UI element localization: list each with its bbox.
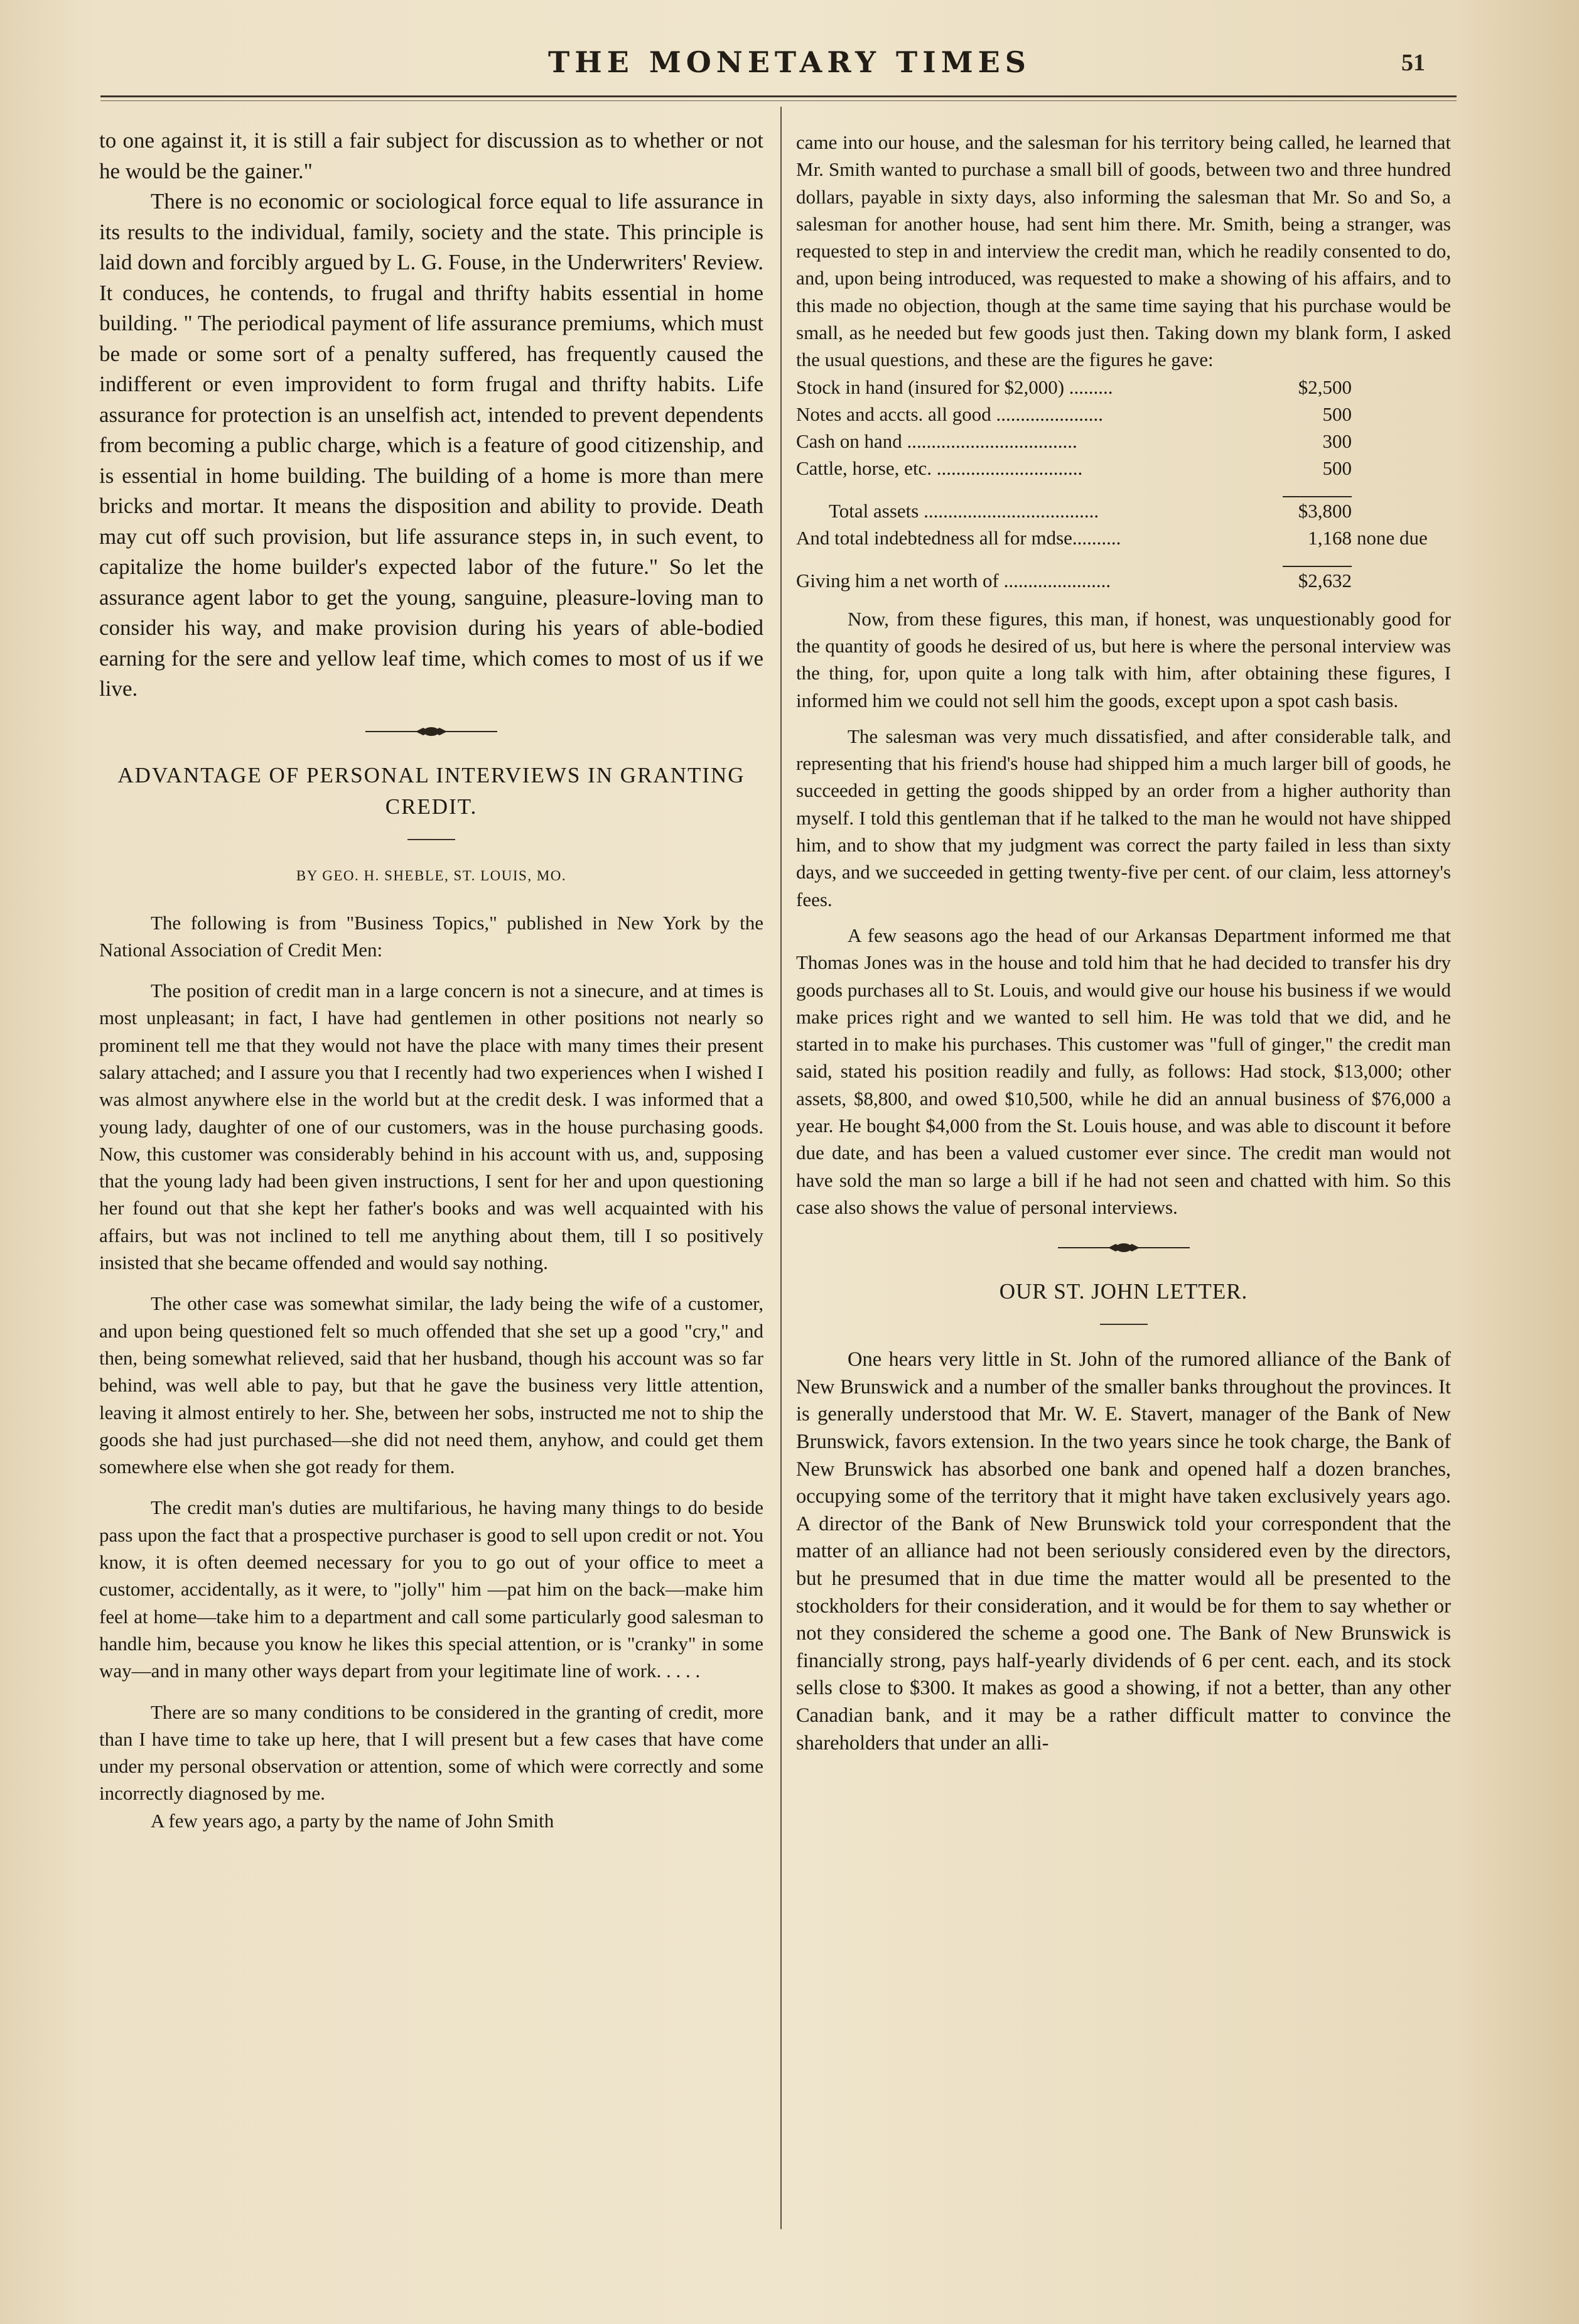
column-divider bbox=[780, 107, 782, 2229]
figure-amount: $2,500 bbox=[1298, 376, 1352, 398]
heading-rule bbox=[407, 839, 455, 840]
indebtedness-label: And total indebtedness all for mdse.......... bbox=[796, 526, 1121, 549]
article-paragraph: Now, from these figures, this man, if honest, was unquestionably good for the quantity of goods he desired of us, but here is where the personal interview was the thing, for, upon quite a long talk with him, after obtaining these figures, I informed him we could not sell him the goods, except upon a spot cash basis. bbox=[796, 607, 1451, 711]
life-assurance-paragraph: There is no economic or sociological force equal to life assurance in its results to the individual, family, society and the state. This principle is laid down and forcibly argued by L. G. Fouse, in the Underwriters' Review. It conduces, he contends, to frugal and thrifty habits essential in home building. " The periodical payment of life assurance premiums, which must be made or some sort of a penalty suffered, has frequently caused the indifferent or even improvident to form frugal and thrifty habits. Life assurance for protection is an unselfish act, intended to prevent dependents from becoming a public charge, which is a feature of good citizenship, and is essential in home building. The building of a home is more than mere bricks and mortar. It means the disposition and ability to provide. Death may cut off such provision, but life assurance steps in, in such event, to capitalize the home builder's expected labor of the future." So let the assurance agent labor to get the young, sanguine, pleasure-loving man to consider his way, and make provision during his years of able-bodied earning for the sere and yellow leaf time, which comes to most of us if we live. bbox=[99, 189, 763, 701]
article-byline: BY GEO. H. SHEBLE, ST. LOUIS, MO. bbox=[296, 867, 567, 884]
table-row-total bbox=[796, 497, 1451, 524]
figure-label: Cash on hand ................................... bbox=[796, 430, 1077, 452]
heading-rule bbox=[1100, 1324, 1148, 1325]
masthead bbox=[0, 45, 1579, 89]
article-paragraph: The position of credit man in a large concern is not a sinecure, and at times is most unpleasant; in fact, I have had gentlemen in other positions not nearly so prominent tell me that they would not have the place with many times their present salary attached; and I assure you that I recently had two experiences when I wished I was almost anywhere else in the world but at the credit desk. I was informed that a young lady, daughter of one of our customers, was in the house purchasing goods. Now, this customer was considerably behind in his account with us, and, supposing that the young lady had been given instructions, I sent for her and upon questioning her found out that she kept her father's books and was well acquainted with his affairs, but was not inclined to tell me anything about them, till I so positively insisted that she became offended and would say nothing. bbox=[99, 980, 763, 1274]
article-paragraph: The following is from "Business Topics," published in New York by the National Association of Credit Men: bbox=[99, 911, 763, 961]
figure-amount: 500 bbox=[1322, 403, 1352, 425]
table-row bbox=[796, 401, 1451, 428]
indebtedness-amount: 1,168 bbox=[1308, 526, 1352, 549]
net-worth-amount: $2,632 bbox=[1298, 569, 1352, 592]
article-heading: ADVANTAGE OF PERSONAL INTERVIEWS IN GRANTING CREDIT. bbox=[117, 762, 745, 819]
left-column bbox=[99, 126, 763, 1834]
table-row bbox=[796, 455, 1451, 482]
page-number: 51 bbox=[1401, 50, 1425, 76]
letter-paragraph: One hears very little in St. John of the rumored alliance of the Bank of New Brunswick and a number of the smaller banks throughout the provinces. It is generally understood that Mr. W. E. Stavert, manager of the Bank of New Brunswick, favors extension. In the two years since he took charge, the Bank of New Brunswick has absorbed one bank and opened half a dozen branches, occupying some of the territory that it might have taken exclusively years ago. A director of the Bank of New Brunswick told your correspondent that the matter of an alliance had not been seriously considered even by the directors, but he presumed that in due time the matter would all be presented to the stockholders for their consideration, and it would be for them to say whether or not they considered the scheme a good one. The Bank of New Brunswick is financially strong, pays half-yearly dividends of 6 per cent. each, and its stock sells close to $300. It makes as good a showing, if not a better, than any other Canadian bank, and it may be a rather difficult matter to convince the shareholders that under an alli- bbox=[796, 1348, 1451, 1754]
figure-label: Cattle, horse, etc. .............................. bbox=[796, 457, 1083, 479]
figure-amount: 300 bbox=[1322, 430, 1352, 452]
net-worth-label: Giving him a net worth of ...................... bbox=[796, 569, 1111, 592]
total-assets-label: Total assets .................................... bbox=[829, 499, 1099, 522]
article-paragraph: A few years ago, a party by the name of John Smith bbox=[151, 1809, 554, 1832]
table-row-debt bbox=[796, 524, 1451, 551]
section-ornament bbox=[365, 722, 497, 741]
section-heading: OUR ST. JOHN LETTER. bbox=[999, 1279, 1248, 1304]
indebtedness-note: none due bbox=[1357, 526, 1428, 549]
header-rule-thin bbox=[100, 100, 1457, 101]
total-assets-amount: $3,800 bbox=[1298, 499, 1352, 522]
financial-figures-table bbox=[796, 374, 1451, 594]
article-body bbox=[99, 909, 763, 1835]
section-ornament bbox=[1058, 1238, 1190, 1257]
header-rule bbox=[100, 95, 1457, 97]
figure-amount: 500 bbox=[1322, 457, 1352, 479]
table-row-net bbox=[796, 566, 1451, 594]
article-paragraph: A few seasons ago the head of our Arkansas Department informed me that Thomas Jones was in the house and told him that he had decided to transfer his dry goods purchases all to St. Louis, and would give our house his business if we would make prices right and we wanted to sell him. He was told that we did, and he started in to make his purchases. This customer was "full of ginger," the credit man said, stated his position readily and fully, as follows: Had stock, $13,000; other assets, $8,800, and owed $10,500, while he did an annual business of $76,000 a year. He bought $4,000 from the St. Louis house, and was able to discount it before due date, and has been a valued customer ever since. The credit man would not have sold the man so large a bill if he had not seen and chatted with him. So this case also shows the value of personal interviews. bbox=[796, 924, 1451, 1218]
continued-paragraph: came into our house, and the salesman for his territory being called, he learned that Mr. Smith wanted to purchase a small bill of goods, between two and three hundred dollars, payable in sixty days, also informing the salesman that Mr. So and So, a salesman for another house, had sent him there. Mr. Smith, being a stranger, was requested to step in and interview the credit man, which he readily consented to do, and, upon being introduced, was requested to make a showing of his affairs, and to this made no objection, though at the same time saying that his purchase would be small, as he needed but few goods just then. Taking down my blank form, I asked the usual questions, and these are the figures he gave: bbox=[796, 131, 1451, 371]
article-paragraph: The salesman was very much dissatisfied, and after considerable talk, and representing that his friend's house had shipped him a much larger bill of goods, he succeeded in getting the goods shipped by an order from a higher authority than myself. I told this gentleman that if he talked to the man he would not have shipped him, and to show that my judgment was correct the party failed in less than sixty days, and we succeeded in getting twenty-five per cent. of our claim, less attorney's fees. bbox=[796, 725, 1451, 911]
article-paragraph: There are so many conditions to be considered in the granting of credit, more than I have time to take up here, that I will present but a few cases that have come under my personal observation or attention, some of which were correctly and some incorrectly diagnosed by me. bbox=[99, 1700, 763, 1805]
figure-label: Stock in hand (insured for $2,000) ......... bbox=[796, 376, 1113, 398]
continued-paragraph: to one against it, it is still a fair subject for discussion as to whether or not he would be the gainer." bbox=[99, 128, 763, 183]
article-paragraph: The credit man's duties are multifarious, he having many things to do beside pass upon the fact that a prospective purchaser is good to sell upon credit or not. You know, it is often deemed necessary for you to go out of your office to meet a customer, accidentally, as it were, to "jolly" him —pat him on the back—make him feel at home—take him to a department and call some particularly good salesman to handle him, because you know he likes this special attention, or is "cranky" in some way—and in many other ways depart from your legitimate line of work. . . . . bbox=[99, 1496, 763, 1682]
figure-label: Notes and accts. all good ...................... bbox=[796, 403, 1104, 425]
right-column bbox=[796, 129, 1451, 1757]
table-row bbox=[796, 428, 1451, 455]
article-paragraph: The other case was somewhat similar, the lady being the wife of a customer, and upon being questioned felt so much offended that she set up a good "cry," and then, being somewhat relieved, said that her husband, though his account was so far behind, was well able to pay, but that he gave the business very little attention, leaving it almost entirely to her. She, between her sobs, instructed me not to ship the goods she had just purchased—she did not need them, anyhow, and could get them somewhere else when she got ready for them. bbox=[99, 1292, 763, 1478]
publication-title: THE MONETARY TIMES bbox=[548, 45, 1031, 79]
table-row bbox=[796, 374, 1451, 401]
